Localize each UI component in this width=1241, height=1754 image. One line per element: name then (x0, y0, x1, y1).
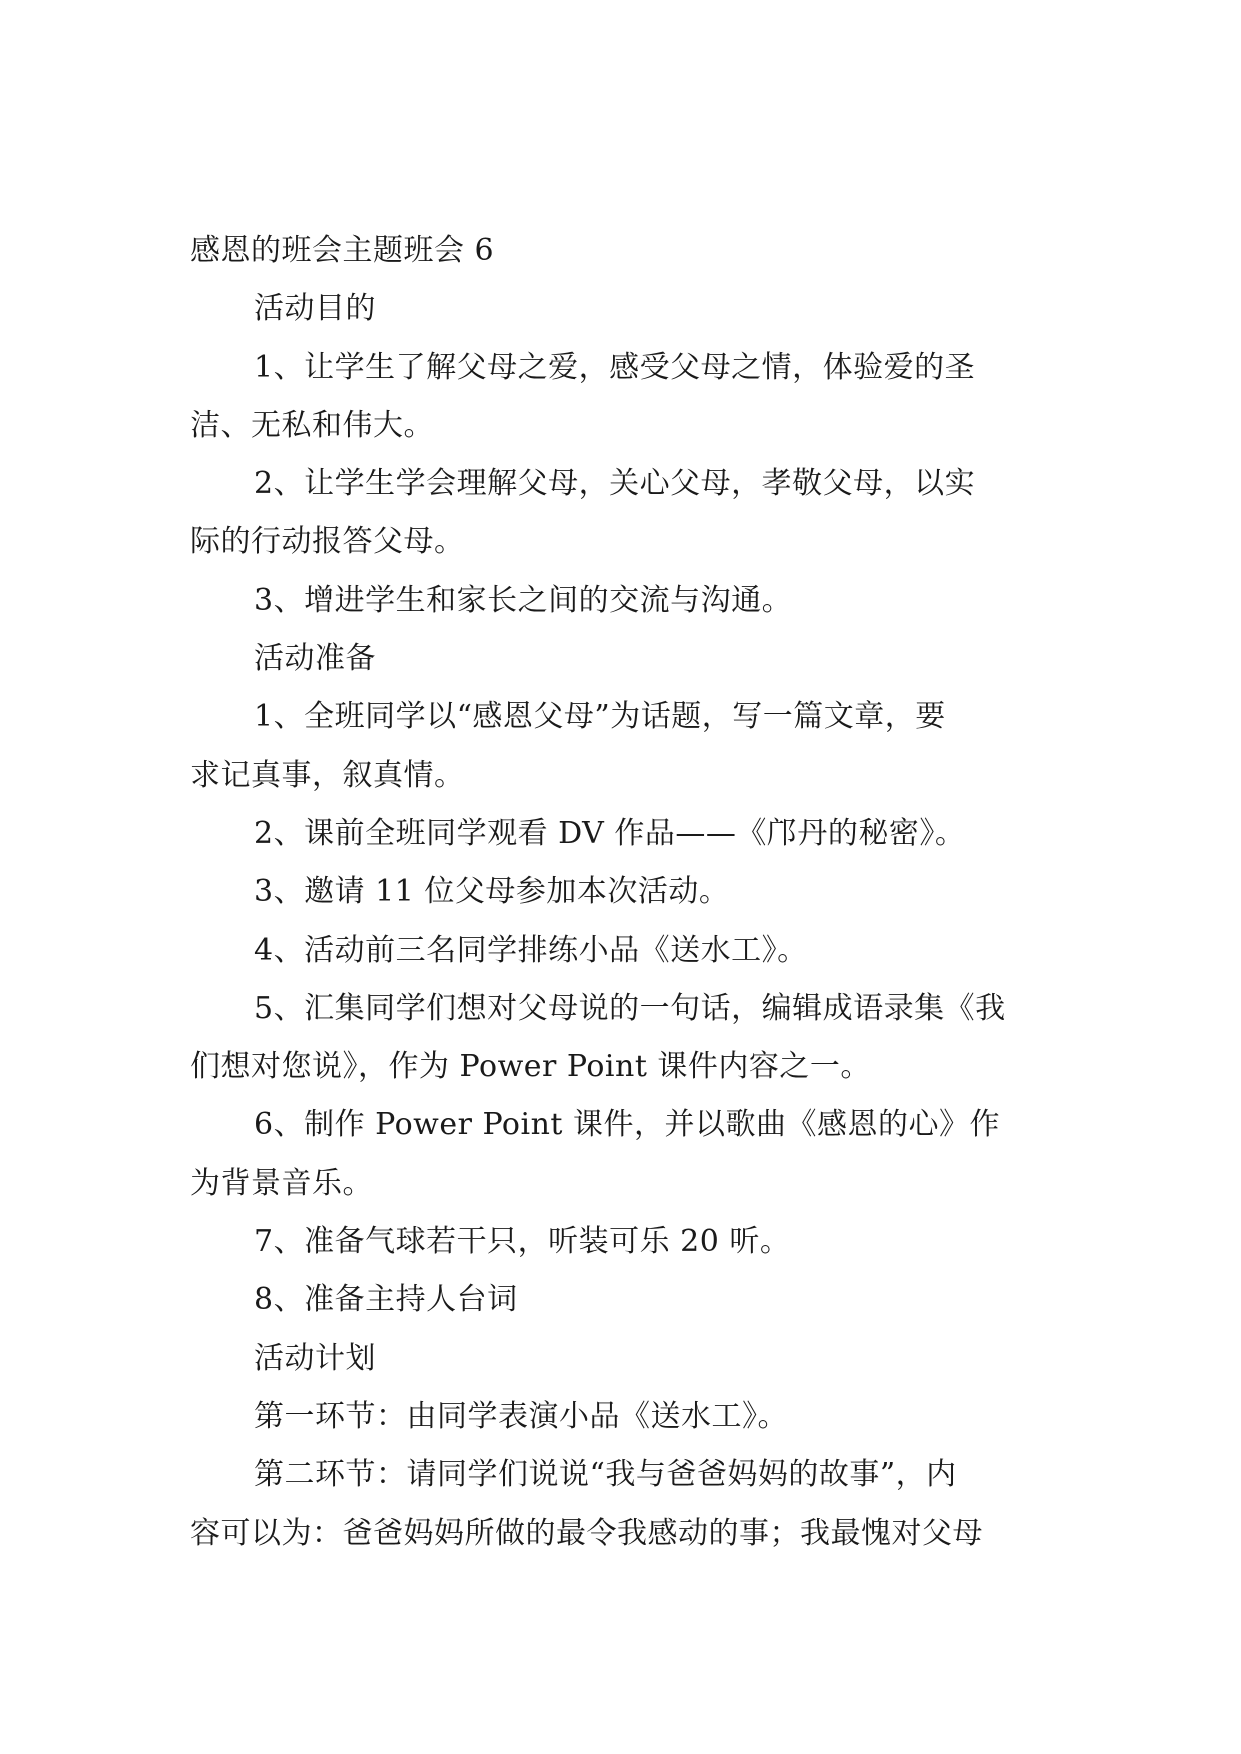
paragraph-line: 为背景音乐。 (190, 1165, 373, 1201)
paragraph-line: 洁、无私和伟大。 (190, 407, 434, 443)
paragraph-line: 求记真事，叙真情。 (190, 757, 465, 793)
paragraph-line: 5、汇集同学们想对父母说的一句话，编辑成语录集《我 (254, 990, 1006, 1026)
paragraph-line: 6、制作 Power Point 课件，并以歌曲《感恩的心》作 (254, 1107, 1001, 1143)
document-body (190, 222, 1050, 1563)
paragraph-line: 们想对您说》，作为 Power Point 课件内容之一。 (190, 1049, 871, 1085)
paragraph-line: 7、准备气球若干只，听装可乐 20 听。 (254, 1224, 791, 1260)
paragraph-line: 4、活动前三名同学排练小品《送水工》。 (254, 932, 808, 968)
paragraph-line: 2、让学生学会理解父母，关心父母，孝敬父母，以实 (254, 466, 976, 502)
paragraph-line: 第二环节：请同学们说说“我与爸爸妈妈的故事”，内 (254, 1457, 957, 1493)
paragraph-line: 8、准备主持人台词 (254, 1282, 518, 1318)
section-heading: 活动准备 (254, 641, 376, 677)
paragraph-line: 际的行动报答父母。 (190, 524, 465, 560)
document-title: 感恩的班会主题班会 6 (190, 233, 495, 268)
paragraph-line: 容可以为：爸爸妈妈所做的最令我感动的事；我最愧对父母 (190, 1515, 983, 1551)
paragraph-line: 1、让学生了解父母之爱，感受父母之情，体验爱的圣 (254, 349, 976, 385)
paragraph-line: 3、邀请 11 位父母参加本次活动。 (254, 874, 730, 910)
section-heading: 活动目的 (254, 291, 376, 327)
paragraph-line: 第一环节：由同学表演小品《送水工》。 (254, 1398, 788, 1434)
paragraph-line: 1、全班同学以“感恩父母”为话题，写一篇文章，要 (254, 699, 946, 735)
paragraph-line: 3、增进学生和家长之间的交流与沟通。 (254, 582, 793, 618)
section-heading: 活动计划 (254, 1340, 376, 1376)
paragraph-line: 2、课前全班同学观看 DV 作品——《邝丹的秘密》。 (254, 815, 966, 851)
